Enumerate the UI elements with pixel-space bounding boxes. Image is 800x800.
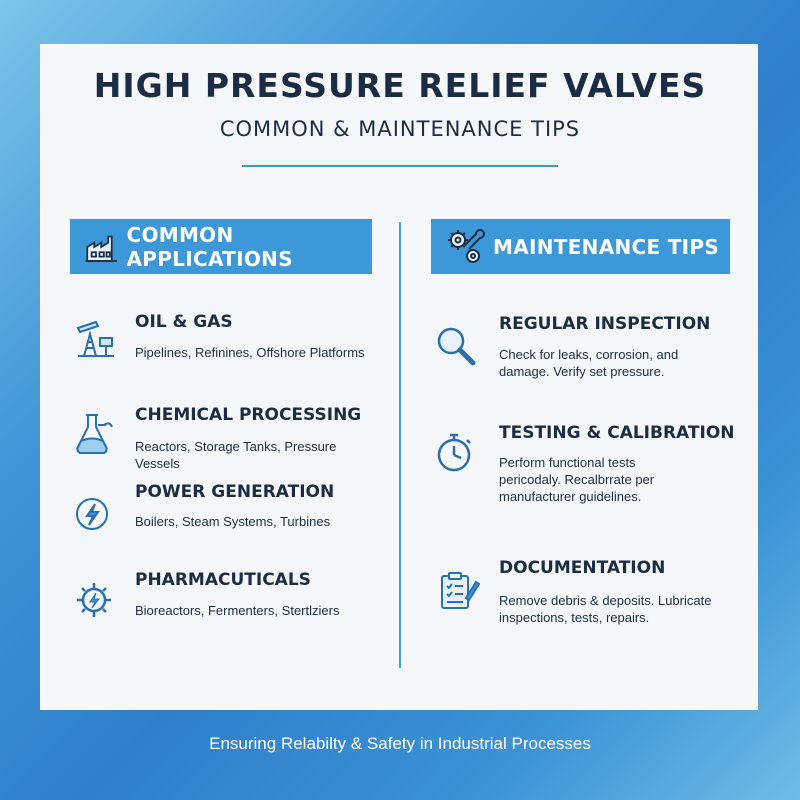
applications-heading-bar [70,219,372,274]
application-desc: Reactors, Storage Tanks, Pressure Vessels [135,439,337,471]
maintenance-title: TESTING & CALIBRATION [499,423,735,443]
maintenance-heading: MAINTENANCE TIPS [493,234,720,259]
gear-wrench-icon [443,225,487,269]
maintenance-title: REGULAR INSPECTION [499,314,711,334]
maintenance-desc: Check for leaks, corrosion, and damage. Verify set pressure. [499,347,679,379]
maintenance-desc: Perform functional tests pericodaly. Recalbrrate per manufacturer guidelines. [499,455,655,504]
gear-lightning-icon [74,578,118,622]
application-desc: Pipelines, Refinines, Offshore Platforms [135,345,365,360]
application-title: PHARMACUTICALS [135,570,311,590]
magnifier-icon [434,324,478,368]
application-desc: Boilers, Steam Systems, Turbines [135,514,331,529]
applications-heading: COMMON APPLICATIONS [126,222,293,271]
footer-tagline: Ensuring Relabilty & Safety in Industrial Processes [209,734,591,753]
oil-pump-icon [74,316,118,360]
application-desc: Bioreactors, Fermenters, Stertlziers [135,603,340,618]
maintenance-title: DOCUMENTATION [499,558,666,578]
application-title: CHEMICAL PROCESSING [135,405,362,425]
page-title: HIGH PRESSURE RELIEF VALVES [93,66,707,105]
flask-icon [74,411,118,455]
page-subtitle: COMMON & MAINTENANCE TIPS [219,117,581,141]
maintenance-desc: Remove debris & deposits. Lubricate inspections, tests, repairs. [499,593,712,625]
clipboard-icon [436,568,480,612]
lightning-icon [74,494,118,538]
title-divider [242,165,558,167]
factory-icon [82,225,120,269]
application-title: OIL & GAS [135,312,233,332]
stopwatch-icon [434,431,478,475]
application-title: POWER GENERATION [135,482,335,502]
column-divider [399,222,401,668]
maintenance-heading-bar [431,219,730,274]
